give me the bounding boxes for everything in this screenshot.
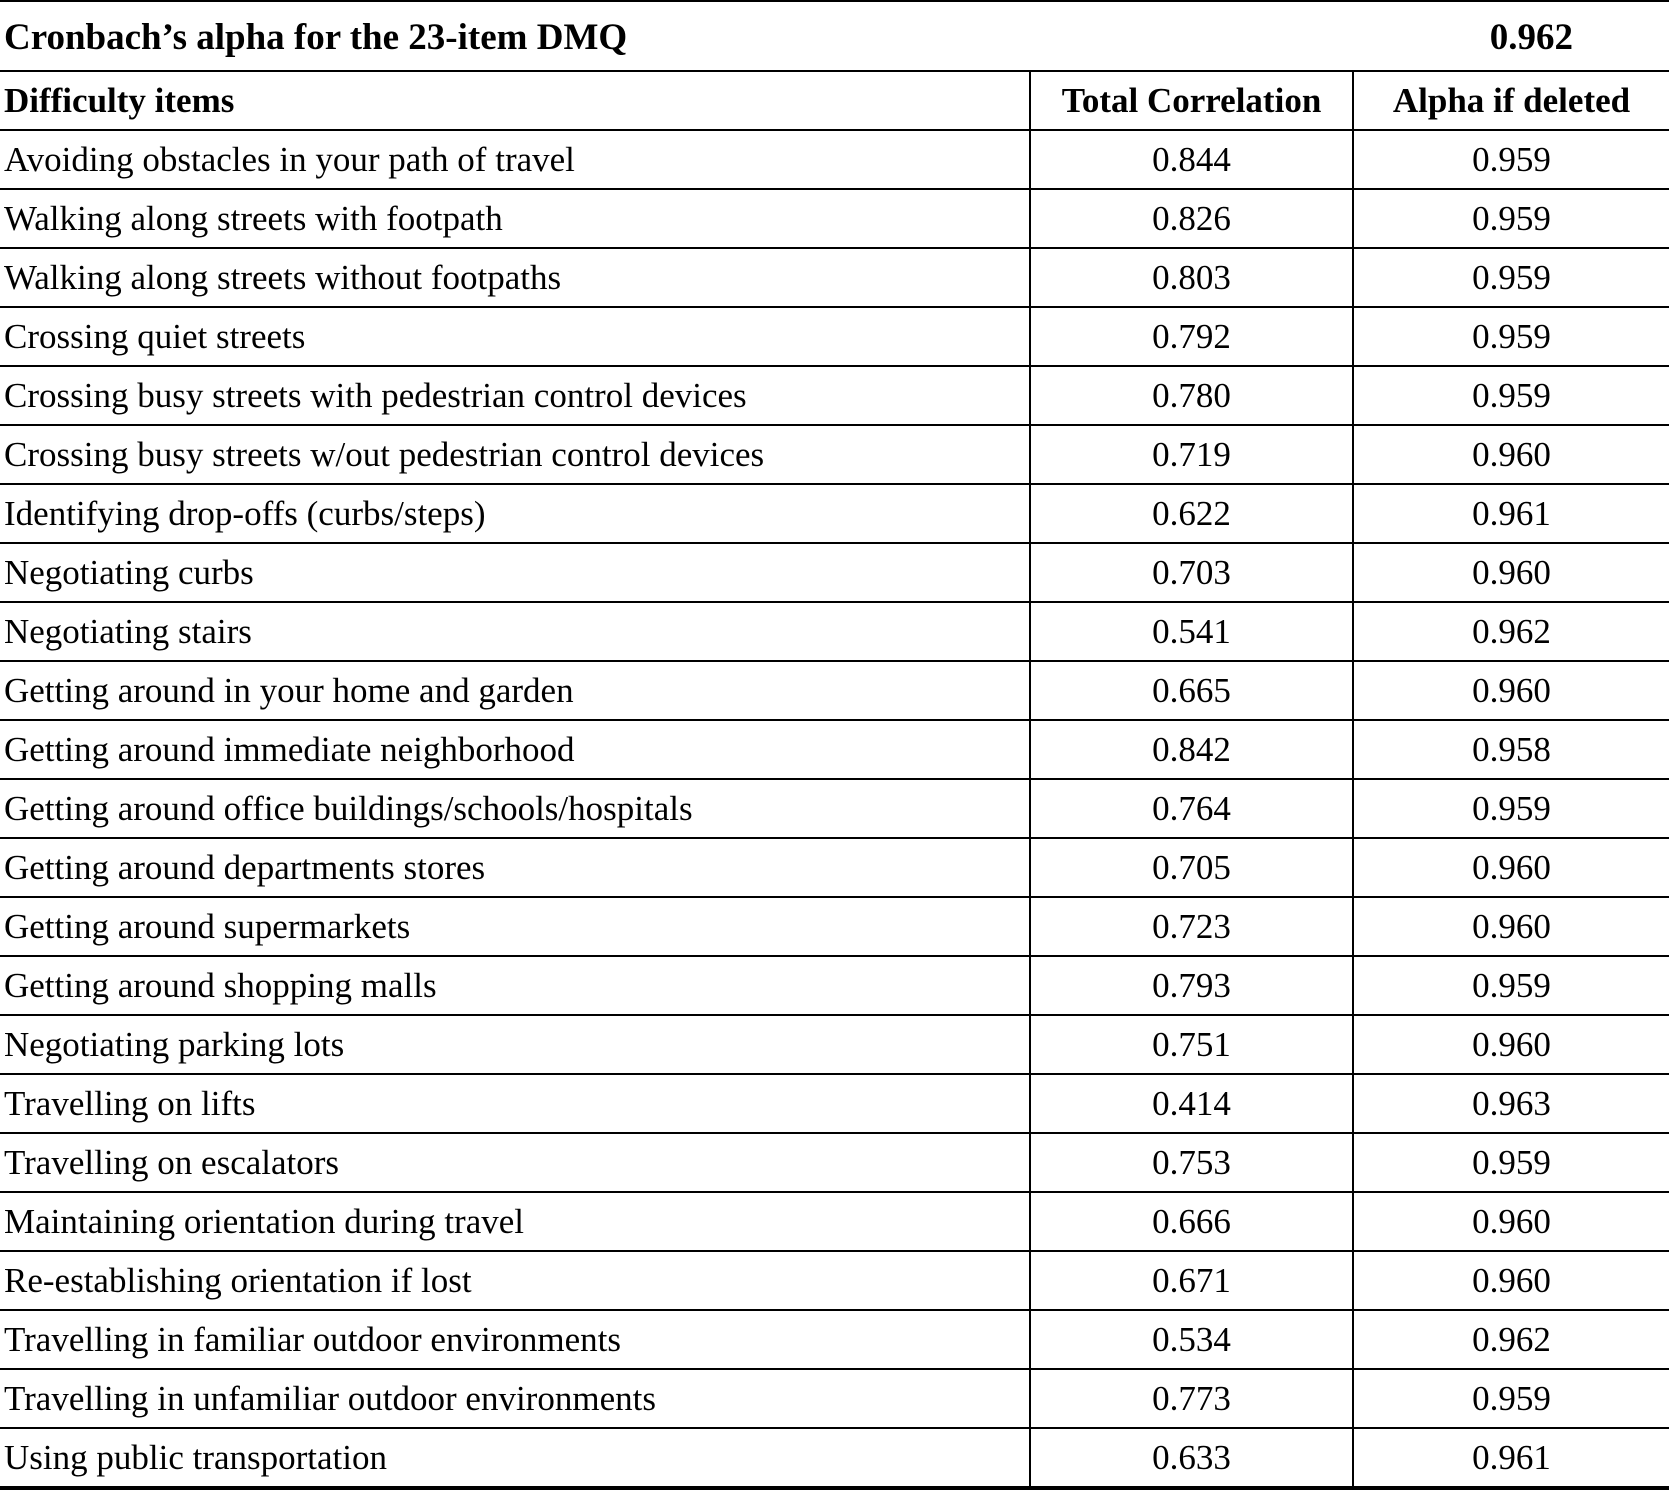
difficulty-item-label: Walking along streets with footpath xyxy=(0,189,1030,248)
total-correlation-value: 0.753 xyxy=(1030,1133,1353,1192)
table-row xyxy=(0,779,1669,838)
table-row xyxy=(0,1133,1669,1192)
table-row xyxy=(0,1369,1669,1428)
table-row xyxy=(0,1310,1669,1369)
table-title: Cronbach’s alpha for the 23-item DMQ xyxy=(0,1,1353,71)
total-correlation-value: 0.622 xyxy=(1030,484,1353,543)
table-title-row xyxy=(0,1,1669,71)
table-row xyxy=(0,720,1669,779)
difficulty-item-label: Travelling in familiar outdoor environments xyxy=(0,1310,1030,1369)
total-correlation-value: 0.705 xyxy=(1030,838,1353,897)
total-correlation-value: 0.780 xyxy=(1030,366,1353,425)
alpha-if-deleted-value: 0.959 xyxy=(1353,130,1669,189)
alpha-if-deleted-value: 0.961 xyxy=(1353,484,1669,543)
alpha-if-deleted-value: 0.960 xyxy=(1353,1251,1669,1310)
column-header-row xyxy=(0,71,1669,130)
alpha-if-deleted-value: 0.958 xyxy=(1353,720,1669,779)
alpha-if-deleted-value: 0.961 xyxy=(1353,1428,1669,1488)
table-row xyxy=(0,956,1669,1015)
table-row xyxy=(0,248,1669,307)
difficulty-item-label: Crossing quiet streets xyxy=(0,307,1030,366)
difficulty-item-label: Travelling on escalators xyxy=(0,1133,1030,1192)
alpha-if-deleted-value: 0.960 xyxy=(1353,1192,1669,1251)
table-row xyxy=(0,1074,1669,1133)
total-correlation-value: 0.792 xyxy=(1030,307,1353,366)
difficulty-item-label: Maintaining orientation during travel xyxy=(0,1192,1030,1251)
difficulty-item-label: Travelling on lifts xyxy=(0,1074,1030,1133)
total-correlation-value: 0.844 xyxy=(1030,130,1353,189)
table-row xyxy=(0,425,1669,484)
difficulty-item-label: Crossing busy streets w/out pedestrian control devices xyxy=(0,425,1030,484)
table-row xyxy=(0,1192,1669,1251)
alpha-if-deleted-value: 0.960 xyxy=(1353,661,1669,720)
overall-alpha-value: 0.962 xyxy=(1353,1,1669,71)
total-correlation-value: 0.842 xyxy=(1030,720,1353,779)
difficulty-item-label: Using public transportation xyxy=(0,1428,1030,1488)
alpha-if-deleted-value: 0.963 xyxy=(1353,1074,1669,1133)
difficulty-item-label: Travelling in unfamiliar outdoor environments xyxy=(0,1369,1030,1428)
difficulty-item-label: Re-establishing orientation if lost xyxy=(0,1251,1030,1310)
alpha-if-deleted-value: 0.960 xyxy=(1353,543,1669,602)
difficulty-item-label: Getting around supermarkets xyxy=(0,897,1030,956)
difficulty-item-label: Walking along streets without footpaths xyxy=(0,248,1030,307)
total-correlation-value: 0.803 xyxy=(1030,248,1353,307)
table-row xyxy=(0,189,1669,248)
table-row xyxy=(0,602,1669,661)
column-header-alpha-if-deleted: Alpha if deleted xyxy=(1353,71,1669,130)
total-correlation-value: 0.534 xyxy=(1030,1310,1353,1369)
alpha-if-deleted-value: 0.959 xyxy=(1353,366,1669,425)
difficulty-item-label: Negotiating curbs xyxy=(0,543,1030,602)
alpha-if-deleted-value: 0.959 xyxy=(1353,956,1669,1015)
total-correlation-value: 0.666 xyxy=(1030,1192,1353,1251)
difficulty-item-label: Negotiating stairs xyxy=(0,602,1030,661)
difficulty-item-label: Getting around immediate neighborhood xyxy=(0,720,1030,779)
total-correlation-value: 0.764 xyxy=(1030,779,1353,838)
column-header-item: Difficulty items xyxy=(0,71,1030,130)
table-row xyxy=(0,897,1669,956)
table-row xyxy=(0,1015,1669,1074)
difficulty-item-label: Getting around shopping malls xyxy=(0,956,1030,1015)
alpha-if-deleted-value: 0.960 xyxy=(1353,425,1669,484)
table-row xyxy=(0,1251,1669,1310)
total-correlation-value: 0.414 xyxy=(1030,1074,1353,1133)
difficulty-item-label: Getting around office buildings/schools/hospitals xyxy=(0,779,1030,838)
table-row xyxy=(0,366,1669,425)
total-correlation-value: 0.773 xyxy=(1030,1369,1353,1428)
table-row xyxy=(0,130,1669,189)
difficulty-item-label: Getting around departments stores xyxy=(0,838,1030,897)
total-correlation-value: 0.671 xyxy=(1030,1251,1353,1310)
alpha-if-deleted-value: 0.962 xyxy=(1353,1310,1669,1369)
difficulty-item-label: Negotiating parking lots xyxy=(0,1015,1030,1074)
alpha-if-deleted-value: 0.960 xyxy=(1353,1015,1669,1074)
difficulty-item-label: Crossing busy streets with pedestrian control devices xyxy=(0,366,1030,425)
total-correlation-value: 0.633 xyxy=(1030,1428,1353,1488)
total-correlation-value: 0.793 xyxy=(1030,956,1353,1015)
total-correlation-value: 0.541 xyxy=(1030,602,1353,661)
alpha-if-deleted-value: 0.960 xyxy=(1353,838,1669,897)
alpha-if-deleted-value: 0.959 xyxy=(1353,248,1669,307)
difficulty-item-label: Avoiding obstacles in your path of travel xyxy=(0,130,1030,189)
alpha-if-deleted-value: 0.959 xyxy=(1353,1133,1669,1192)
alpha-if-deleted-value: 0.959 xyxy=(1353,189,1669,248)
alpha-if-deleted-value: 0.959 xyxy=(1353,307,1669,366)
alpha-if-deleted-value: 0.959 xyxy=(1353,779,1669,838)
alpha-if-deleted-value: 0.962 xyxy=(1353,602,1669,661)
table-row xyxy=(0,838,1669,897)
table-row xyxy=(0,1428,1669,1488)
total-correlation-value: 0.719 xyxy=(1030,425,1353,484)
table-row xyxy=(0,661,1669,720)
difficulty-item-label: Getting around in your home and garden xyxy=(0,661,1030,720)
alpha-if-deleted-value: 0.959 xyxy=(1353,1369,1669,1428)
total-correlation-value: 0.826 xyxy=(1030,189,1353,248)
alpha-if-deleted-value: 0.960 xyxy=(1353,897,1669,956)
total-correlation-value: 0.665 xyxy=(1030,661,1353,720)
table-row xyxy=(0,307,1669,366)
table-row xyxy=(0,484,1669,543)
total-correlation-value: 0.703 xyxy=(1030,543,1353,602)
total-correlation-value: 0.751 xyxy=(1030,1015,1353,1074)
table-row xyxy=(0,543,1669,602)
total-correlation-value: 0.723 xyxy=(1030,897,1353,956)
difficulty-item-label: Identifying drop-offs (curbs/steps) xyxy=(0,484,1030,543)
column-header-total-correlation: Total Correlation xyxy=(1030,71,1353,130)
